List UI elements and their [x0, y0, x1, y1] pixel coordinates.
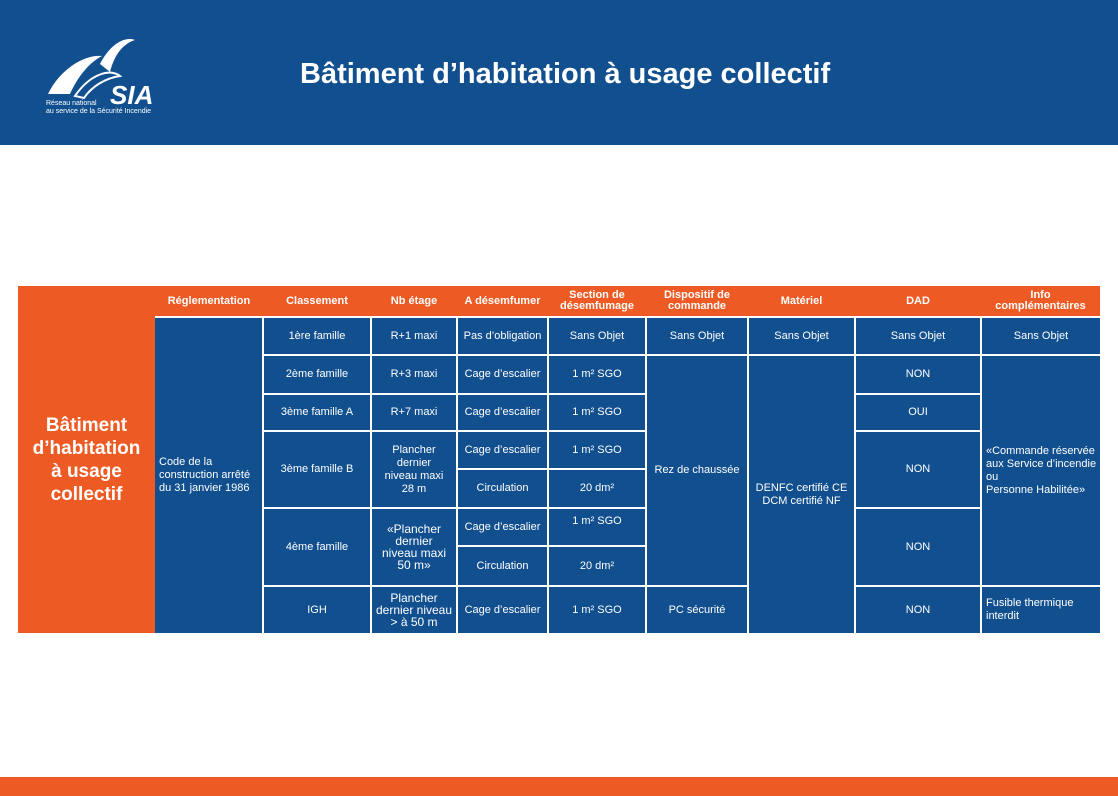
header-dad: DAD [906, 294, 930, 307]
cell-desenfumer-3: Cage d’escalier [458, 395, 547, 430]
cell-nb-etage-6: Plancher dernier niveau > à 50 m [372, 587, 456, 633]
row-group-label: Bâtiment d’habitation à usage collectif [18, 286, 155, 633]
cell-dad-6: NON [856, 587, 980, 633]
header-a-desenfumer: A désemfumer [464, 294, 541, 307]
cell-section-4: 1 m² SGO [549, 432, 645, 468]
header-section: Section de désemfumage [560, 289, 634, 312]
cell-info-1: Sans Objet [982, 318, 1100, 354]
cell-dispositif-1: Sans Objet [647, 318, 747, 354]
cell-classement-1: 1ère famille [264, 318, 370, 354]
cell-classement-2: 2ème famille [264, 356, 370, 393]
cell-nb-etage-5: «Plancher dernier niveau maxi 50 m» [372, 509, 456, 585]
header-dispositif: Dispositif de commande [663, 289, 730, 312]
cell-dad-4: NON [856, 432, 980, 507]
page-title: Bâtiment d’habitation à usage collectif [300, 58, 831, 90]
header-materiel: Matériel [780, 294, 823, 307]
logo-wordmark: SIA [110, 80, 154, 110]
cell-nb-etage-3: R+7 maxi [372, 395, 456, 430]
cell-desenfumer-7: Circulation [458, 547, 547, 585]
cell-section-7: 20 dm² [549, 547, 645, 585]
cell-classement-3: 3ème famille A [264, 395, 370, 430]
cell-desenfumer-5: Circulation [458, 470, 547, 507]
cell-section-2: 1 m² SGO [549, 356, 645, 393]
header-info: Info complémentaires [995, 289, 1086, 312]
cell-dad-5: NON [856, 509, 980, 585]
sia-logo [40, 34, 180, 124]
cell-desenfumer-8: Cage d’escalier [458, 587, 547, 633]
cell-section-5: 20 dm² [549, 470, 645, 507]
cell-section-8: 1 m² SGO [549, 587, 645, 633]
cell-materiel-1: Sans Objet [749, 318, 854, 354]
cell-reglementation: Code de la construction arrêté du 31 janvier 1986 [155, 318, 262, 633]
cell-dad-3: OUI [856, 395, 980, 430]
cell-desenfumer-1: Pas d’obligation [458, 318, 547, 354]
cell-section-3: 1 m² SGO [549, 395, 645, 430]
cell-info-3: Fusible thermique interdit [982, 587, 1100, 633]
cell-dispositif-3: PC sécurité [647, 587, 747, 633]
cell-dad-2: NON [856, 356, 980, 393]
header-classement: Classement [286, 294, 348, 307]
cell-classement-5: 4ème famille [264, 509, 370, 585]
header-nb-etage: Nb étage [390, 294, 438, 307]
header-banner [0, 0, 1118, 145]
cell-materiel-2: DENFC certifié CE DCM certifié NF [749, 356, 854, 633]
logo-tagline: Réseau national au service de la Sécurité Incendie [46, 100, 152, 115]
footer-bar [0, 777, 1118, 796]
cell-nb-etage-2: R+3 maxi [372, 356, 456, 393]
cell-desenfumer-2: Cage d’escalier [458, 356, 547, 393]
cell-classement-4: 3ème famille B [264, 432, 370, 507]
cell-info-2: «Commande réservée aux Service d’incendie ou Personne Habilitée» [982, 356, 1100, 585]
cell-dad-1: Sans Objet [856, 318, 980, 354]
cell-section-6: 1 m² SGO [549, 509, 645, 545]
cell-nb-etage-4: Plancher dernier niveau maxi 28 m [372, 432, 456, 507]
cell-dispositif-2: Rez de chaussée [647, 356, 747, 585]
cell-nb-etage-1: R+1 maxi [372, 318, 456, 354]
header-reglementation: Réglementation [167, 294, 251, 307]
cell-desenfumer-6: Cage d’escalier [458, 509, 547, 545]
cell-desenfumer-4: Cage d’escalier [458, 432, 547, 468]
cell-classement-6: IGH [264, 587, 370, 633]
cell-section-1: Sans Objet [549, 318, 645, 354]
